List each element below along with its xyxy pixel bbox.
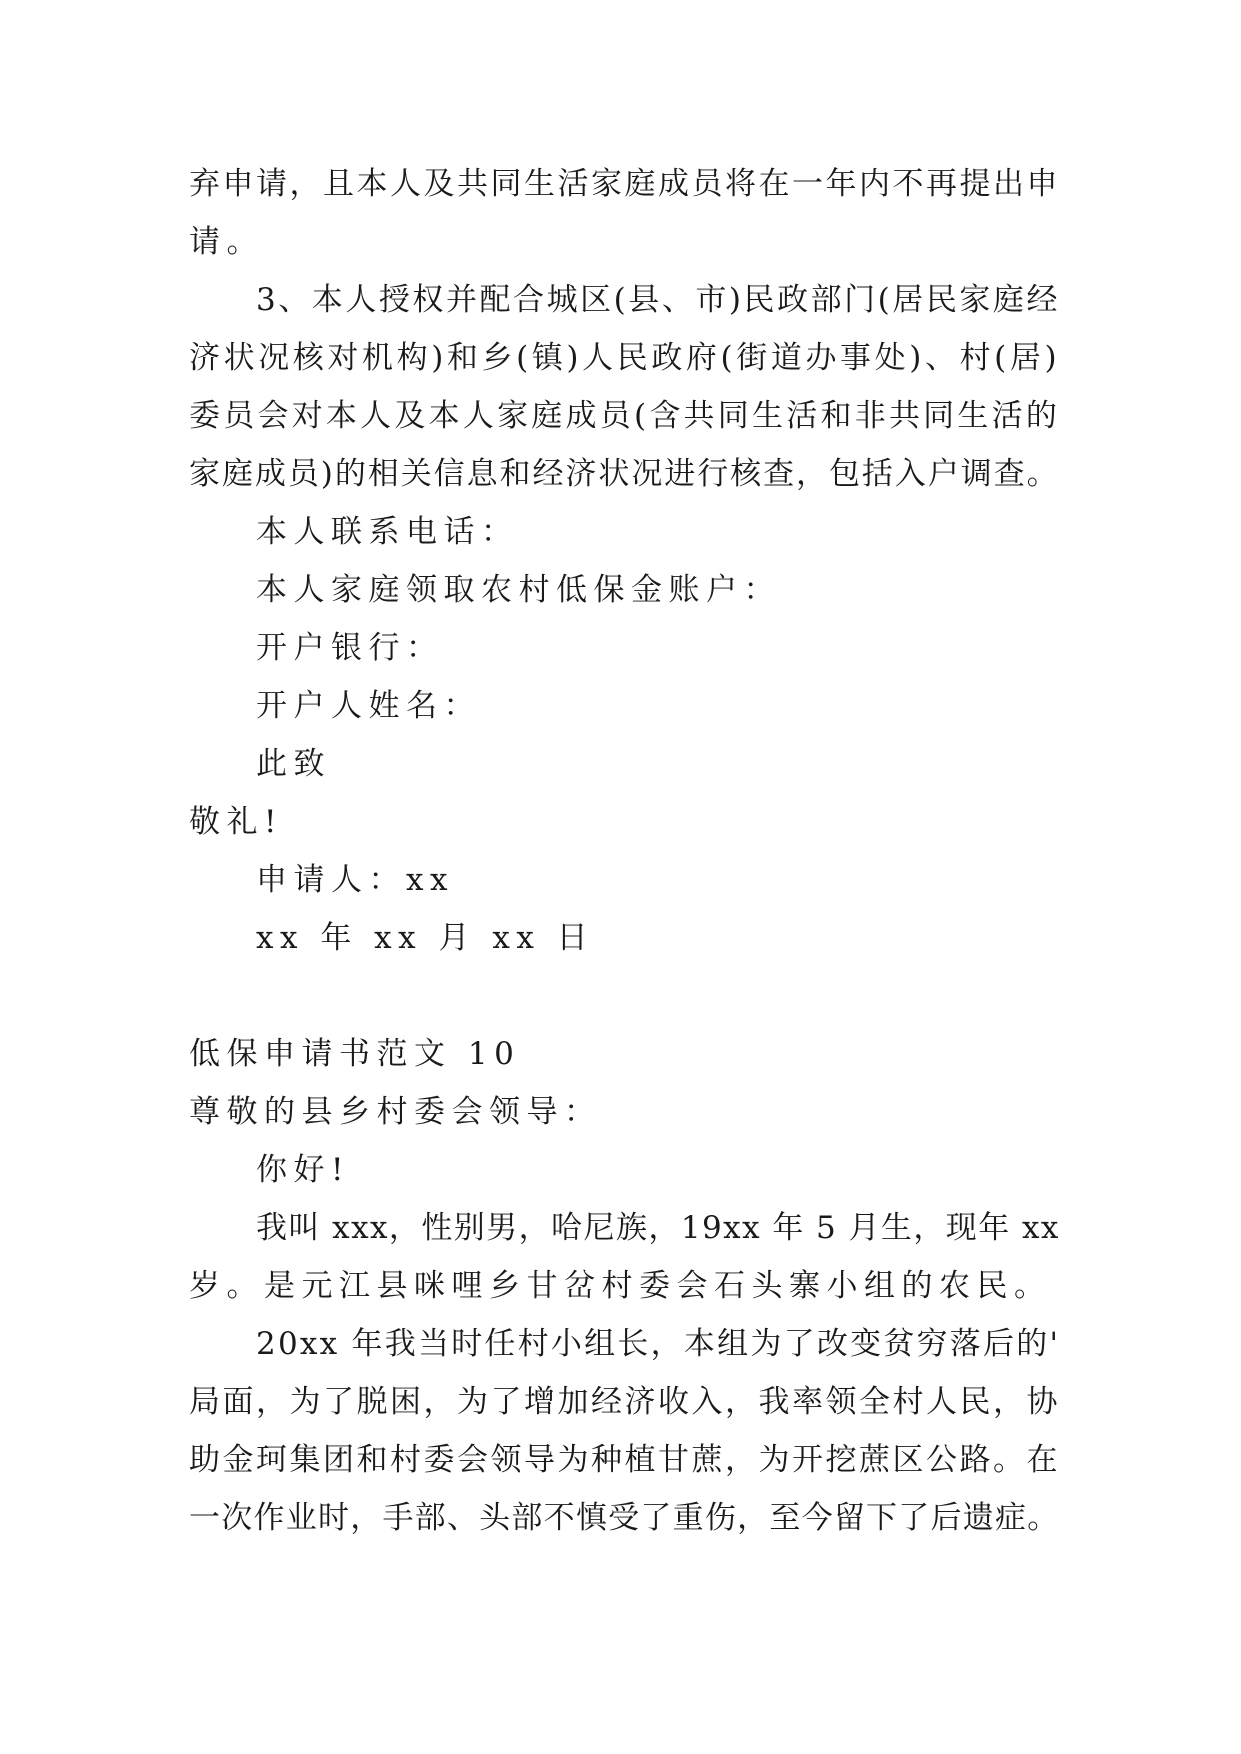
signature-line: 申请人：xx xyxy=(256,862,454,898)
text-line: 委员会对本人及本人家庭成员(含共同生活和非共同生活的 xyxy=(189,398,1061,434)
text-line: 局面，为了脱困，为了增加经济收入，我率领全村人民，协 xyxy=(189,1384,1060,1420)
text-line: 敬礼! xyxy=(189,804,283,840)
text-line: 岁。是元江县咪哩乡甘岔村委会石头寨小组的农民。 xyxy=(189,1268,1052,1304)
greeting: 你好! xyxy=(256,1152,350,1188)
text-line: 3、本人授权并配合城区(县、市)民政部门(居民家庭经 xyxy=(256,282,1061,318)
text-line: 本人联系电话： xyxy=(256,514,519,550)
text-line: 我叫 xxx，性别男，哈尼族，19xx 年 5 月生，现年 xx xyxy=(256,1210,1060,1246)
text-line: 此致 xyxy=(256,746,331,782)
text-line: 助金珂集团和村委会领导为种植甘蔗，为开挖蔗区公路。在 xyxy=(189,1442,1060,1478)
text-line: 弃申请，且本人及共同生活家庭成员将在一年内不再提出申 xyxy=(189,166,1060,202)
text-line: 开户银行： xyxy=(256,630,444,666)
salutation: 尊敬的县乡村委会领导： xyxy=(189,1094,602,1130)
text-line: 一次作业时，手部、头部不慎受了重伤，至今留下了后遗症。 xyxy=(189,1500,1060,1536)
text-line: 开户人姓名： xyxy=(256,688,481,724)
text-line: 请。 xyxy=(189,224,264,260)
section-title: 低保申请书范文 10 xyxy=(189,1036,521,1072)
date-line: xx 年 xx 月 xx 日 xyxy=(256,920,595,956)
text-line: 家庭成员)的相关信息和经济状况进行核查，包括入户调查。 xyxy=(189,456,1060,492)
text-line: 20xx 年我当时任村小组长，本组为了改变贫穷落后的' xyxy=(256,1326,1061,1362)
text-line: 本人家庭领取农村低保金账户： xyxy=(256,572,781,608)
text-line: 济状况核对机构)和乡(镇)人民政府(街道办事处)、村(居) xyxy=(189,340,1061,376)
